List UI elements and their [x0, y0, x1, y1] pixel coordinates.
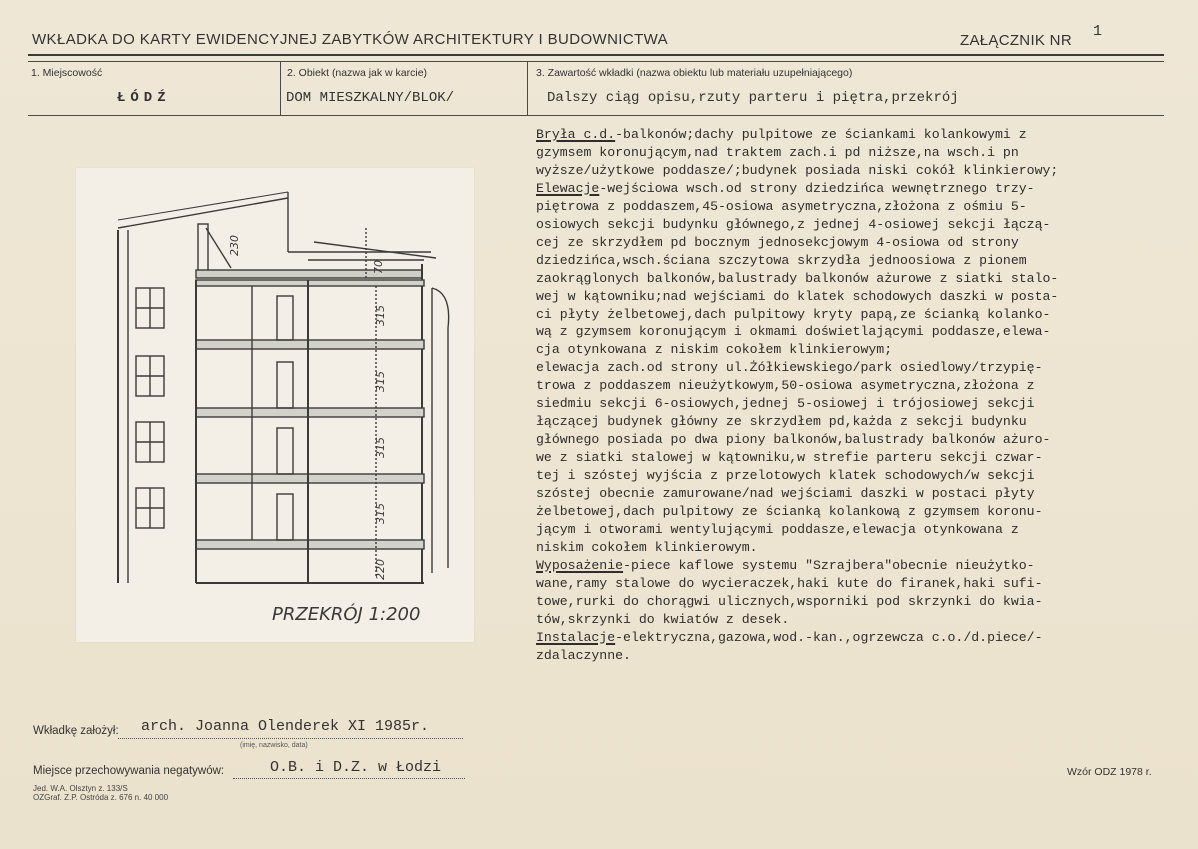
description-line: [536, 359, 1166, 377]
floor-slab-0: [196, 540, 424, 549]
description-line-text: wą z gzymsem koronującym i okmami doświetlającymi poddasze,elewa-: [536, 324, 1051, 340]
door-4: [277, 296, 293, 340]
description-line-text: osiowych sekcji budynku głównego,z jednej 4-osiowej sekcji łączą-: [536, 216, 1051, 232]
pattern-label: Wzór ODZ 1978 r.: [1067, 766, 1152, 778]
storage-label: Miejsce przechowywania negatywów:: [33, 765, 225, 777]
description-line: [536, 234, 1166, 252]
floor-slab-4: [196, 280, 424, 286]
columns-rule: [28, 115, 1164, 116]
description-line-text: głównego posiada po dwa piony balkonów,balustrady balkonów ażuro-: [536, 432, 1051, 448]
description-line: [536, 126, 1166, 144]
description-line-text: jącym i otworami wentylującymi poddasze,elewacja otynkowana z: [536, 521, 1019, 537]
header-rule-2: [28, 61, 1164, 62]
description-line-text: trowa z poddaszem nieużytkowym,50-osiowa asymetryczna,złożona z: [536, 378, 1035, 394]
section-heading: Instalacje: [536, 629, 616, 645]
description-line: [536, 270, 1166, 288]
description-line-text: wyższe/użytkowe poddasze/;budynek posiada niski cokół klinkierowy;: [536, 162, 1059, 178]
description-line-text: wej w kątowniku;nad wejściami do klatek schodowych daszki w posta-: [536, 288, 1059, 304]
drawing-caption: PRZEKRÓJ 1:200: [272, 604, 421, 625]
door-3: [277, 362, 293, 408]
floor-slab-2: [196, 408, 424, 417]
dim-label-floor-4: 315: [374, 305, 387, 326]
print-info-1: Jed. W.A. Olsztyn z. 133/S: [33, 784, 128, 793]
print-info-2: OZGraf. Z.P. Ostróda z. 676 n. 40 000: [33, 793, 169, 802]
description-line: [536, 144, 1166, 162]
description-line-text: piętrowa z poddaszem,45-osiowa asymetryczna,złożona z ośmiu 5-: [536, 198, 1027, 214]
card-title: WKŁADKA DO KARTY EWIDENCYJNEJ ZABYTKÓW ARCHITEKTURY I BUDOWNICTWA: [32, 31, 669, 48]
description-line-text: cej ze skrzydłem pd bocznym jednosekcjowym 4-osiowa od strony: [536, 234, 1019, 250]
column-divider-1: [280, 61, 281, 115]
storage-dotted-line: [233, 778, 465, 779]
description-line: [536, 306, 1166, 324]
description-line: [536, 521, 1166, 539]
description-line: [536, 593, 1166, 611]
locality-value: ŁÓDŹ: [117, 90, 171, 106]
description-line: [536, 575, 1166, 593]
description-line-text: tej i szóstej wyjścia z przelotowych klatek schodowych/w sekcji: [536, 468, 1035, 484]
attic-slab: [196, 270, 422, 278]
door-2: [277, 428, 293, 474]
floor-slab-3: [196, 340, 424, 349]
description-line: [536, 341, 1166, 359]
roof-line-top: [118, 192, 288, 220]
description-line-text: siedmiu sekcji 6-osiowych,jednej 5-osiowej i trójosiowej sekcji: [536, 396, 1035, 412]
description-line: [536, 162, 1166, 180]
description-line: [536, 377, 1166, 395]
header-rule: [28, 54, 1164, 56]
floor-slab-1: [196, 474, 424, 483]
description-line-text: cja otynkowana z niskim cokołem klinkierowym;: [536, 342, 893, 358]
column-divider-2: [527, 61, 528, 115]
compiled-dotted-line: [118, 738, 463, 739]
object-value: DOM MIESZKALNY/BLOK/: [286, 90, 455, 106]
description-line-text: towe,rurki do chorągwi ulicznych,wsporniki pod skrzynki do kwia-: [536, 593, 1043, 609]
locality-label: 1. Miejscowość: [31, 67, 103, 79]
description-line: [536, 198, 1166, 216]
section-heading: Bryła c.d.: [536, 127, 616, 142]
description-line-text: -balkonów;dachy pulpitowe ze ściankami kolankowymi z: [615, 127, 1027, 142]
compiled-label: Wkładkę założył:: [33, 725, 119, 737]
description-line: [536, 449, 1166, 467]
description-line: [536, 611, 1166, 629]
cross-section-photo: [76, 168, 474, 642]
description-line: [536, 485, 1166, 503]
dim-label-floor-3: 315: [374, 371, 387, 392]
description-line-text: -piece kaflowe systemu "Szrajbera"obecnie nieużytko-: [623, 557, 1035, 573]
description-line: [536, 431, 1166, 449]
dim-label-floor-1: 315: [374, 503, 387, 524]
description-line-text: żelbetowej,dach pulpitowy ze ścianką kolankową z gzymsem koronu-: [536, 504, 1043, 520]
roof-lower-slope: [314, 242, 436, 258]
description-line-text: zdalaczynne.: [536, 647, 631, 663]
dim-label-ground: 220: [374, 559, 387, 580]
description-line: [536, 647, 1166, 665]
description-line-text: -elektryczna,gazowa,wod.-kan.,ogrzewcza c.o./d.piece/-: [615, 629, 1043, 645]
description-text: [536, 126, 1166, 665]
description-line-text: zaokrąglonych balkonów,balustrady balkonów ażurowe z siatki stalo-: [536, 270, 1059, 286]
object-label: 2. Obiekt (nazwa jak w karcie): [287, 67, 428, 79]
door-1: [277, 494, 293, 540]
description-line-text: elewacja zach.od strony ul.Żółkiewskiego/park osiedlowy/trzypię-: [536, 360, 1043, 376]
contents-value: Dalszy ciąg opisu,rzuty parteru i piętra,przekrój: [547, 90, 959, 106]
description-line: [536, 467, 1166, 485]
description-line-text: tów,skrzynki do kwiatów z desek.: [536, 611, 790, 627]
compiled-hint: (imię, nazwisko, data): [240, 742, 308, 749]
description-line-text: wane,ramy stalowe do wycieraczek,haki kute do firanek,haki sufi-: [536, 575, 1043, 591]
description-line: [536, 557, 1166, 575]
section-heading: Wyposażenie: [536, 557, 624, 573]
storage-value: O.B. i D.Z. w Łodzi: [270, 759, 442, 776]
description-line-text: we z siatki stalowej w kątowniku,w strefie parteru sekcji czwar-: [536, 450, 1043, 466]
chimney-left: [198, 224, 208, 274]
description-line-text: ci płyty żelbetowej,dach pulpitowy kryty papą,ze ścianką kolanko-: [536, 306, 1051, 322]
description-line: [536, 413, 1166, 431]
description-line: [536, 503, 1166, 521]
description-line-text: dziedzińca,wsch.ściana szczytowa skrzydła jednoosiowa z pionem: [536, 252, 1027, 268]
section-heading: Elewacje: [536, 180, 600, 196]
description-line-text: szóstej obecnie zamurowane/nad wejściami daszki w postaci płyty: [536, 486, 1035, 502]
compiled-value: arch. Joanna Olenderek XI 1985r.: [141, 718, 430, 735]
dim-label-attic: 230: [228, 235, 241, 256]
description-line: [536, 288, 1166, 306]
description-line: [536, 252, 1166, 270]
contents-label: 3. Zawartość wkładki (nazwa obiektu lub materiału uzupełniającego): [536, 67, 853, 79]
description-line-text: niskim cokołem klinkierowym.: [536, 539, 758, 555]
right-balcony-curve: [432, 288, 449, 568]
cross-section-drawing: [76, 168, 474, 642]
description-line-text: gzymsem koronującym,nad traktem zach.i pd niższe,na wsch.i pn: [536, 144, 1019, 160]
description-line-text: -wejściowa wsch.od strony dziedzińca wewnętrznego trzy-: [599, 180, 1035, 196]
annex-label: ZAŁĄCZNIK NR: [960, 32, 1072, 49]
description-line: [536, 539, 1166, 557]
dim-label-floor-2: 315: [374, 437, 387, 458]
description-line: [536, 323, 1166, 341]
description-line-text: łączącej budynek główny ze skrzydłem pd,każda z sekcji budynku: [536, 414, 1027, 430]
description-line: [536, 629, 1166, 647]
description-line: [536, 216, 1166, 234]
dim-label-knee: 70: [372, 260, 385, 274]
annex-number: 1: [1093, 23, 1103, 40]
description-line: [536, 180, 1166, 198]
description-line: [536, 395, 1166, 413]
